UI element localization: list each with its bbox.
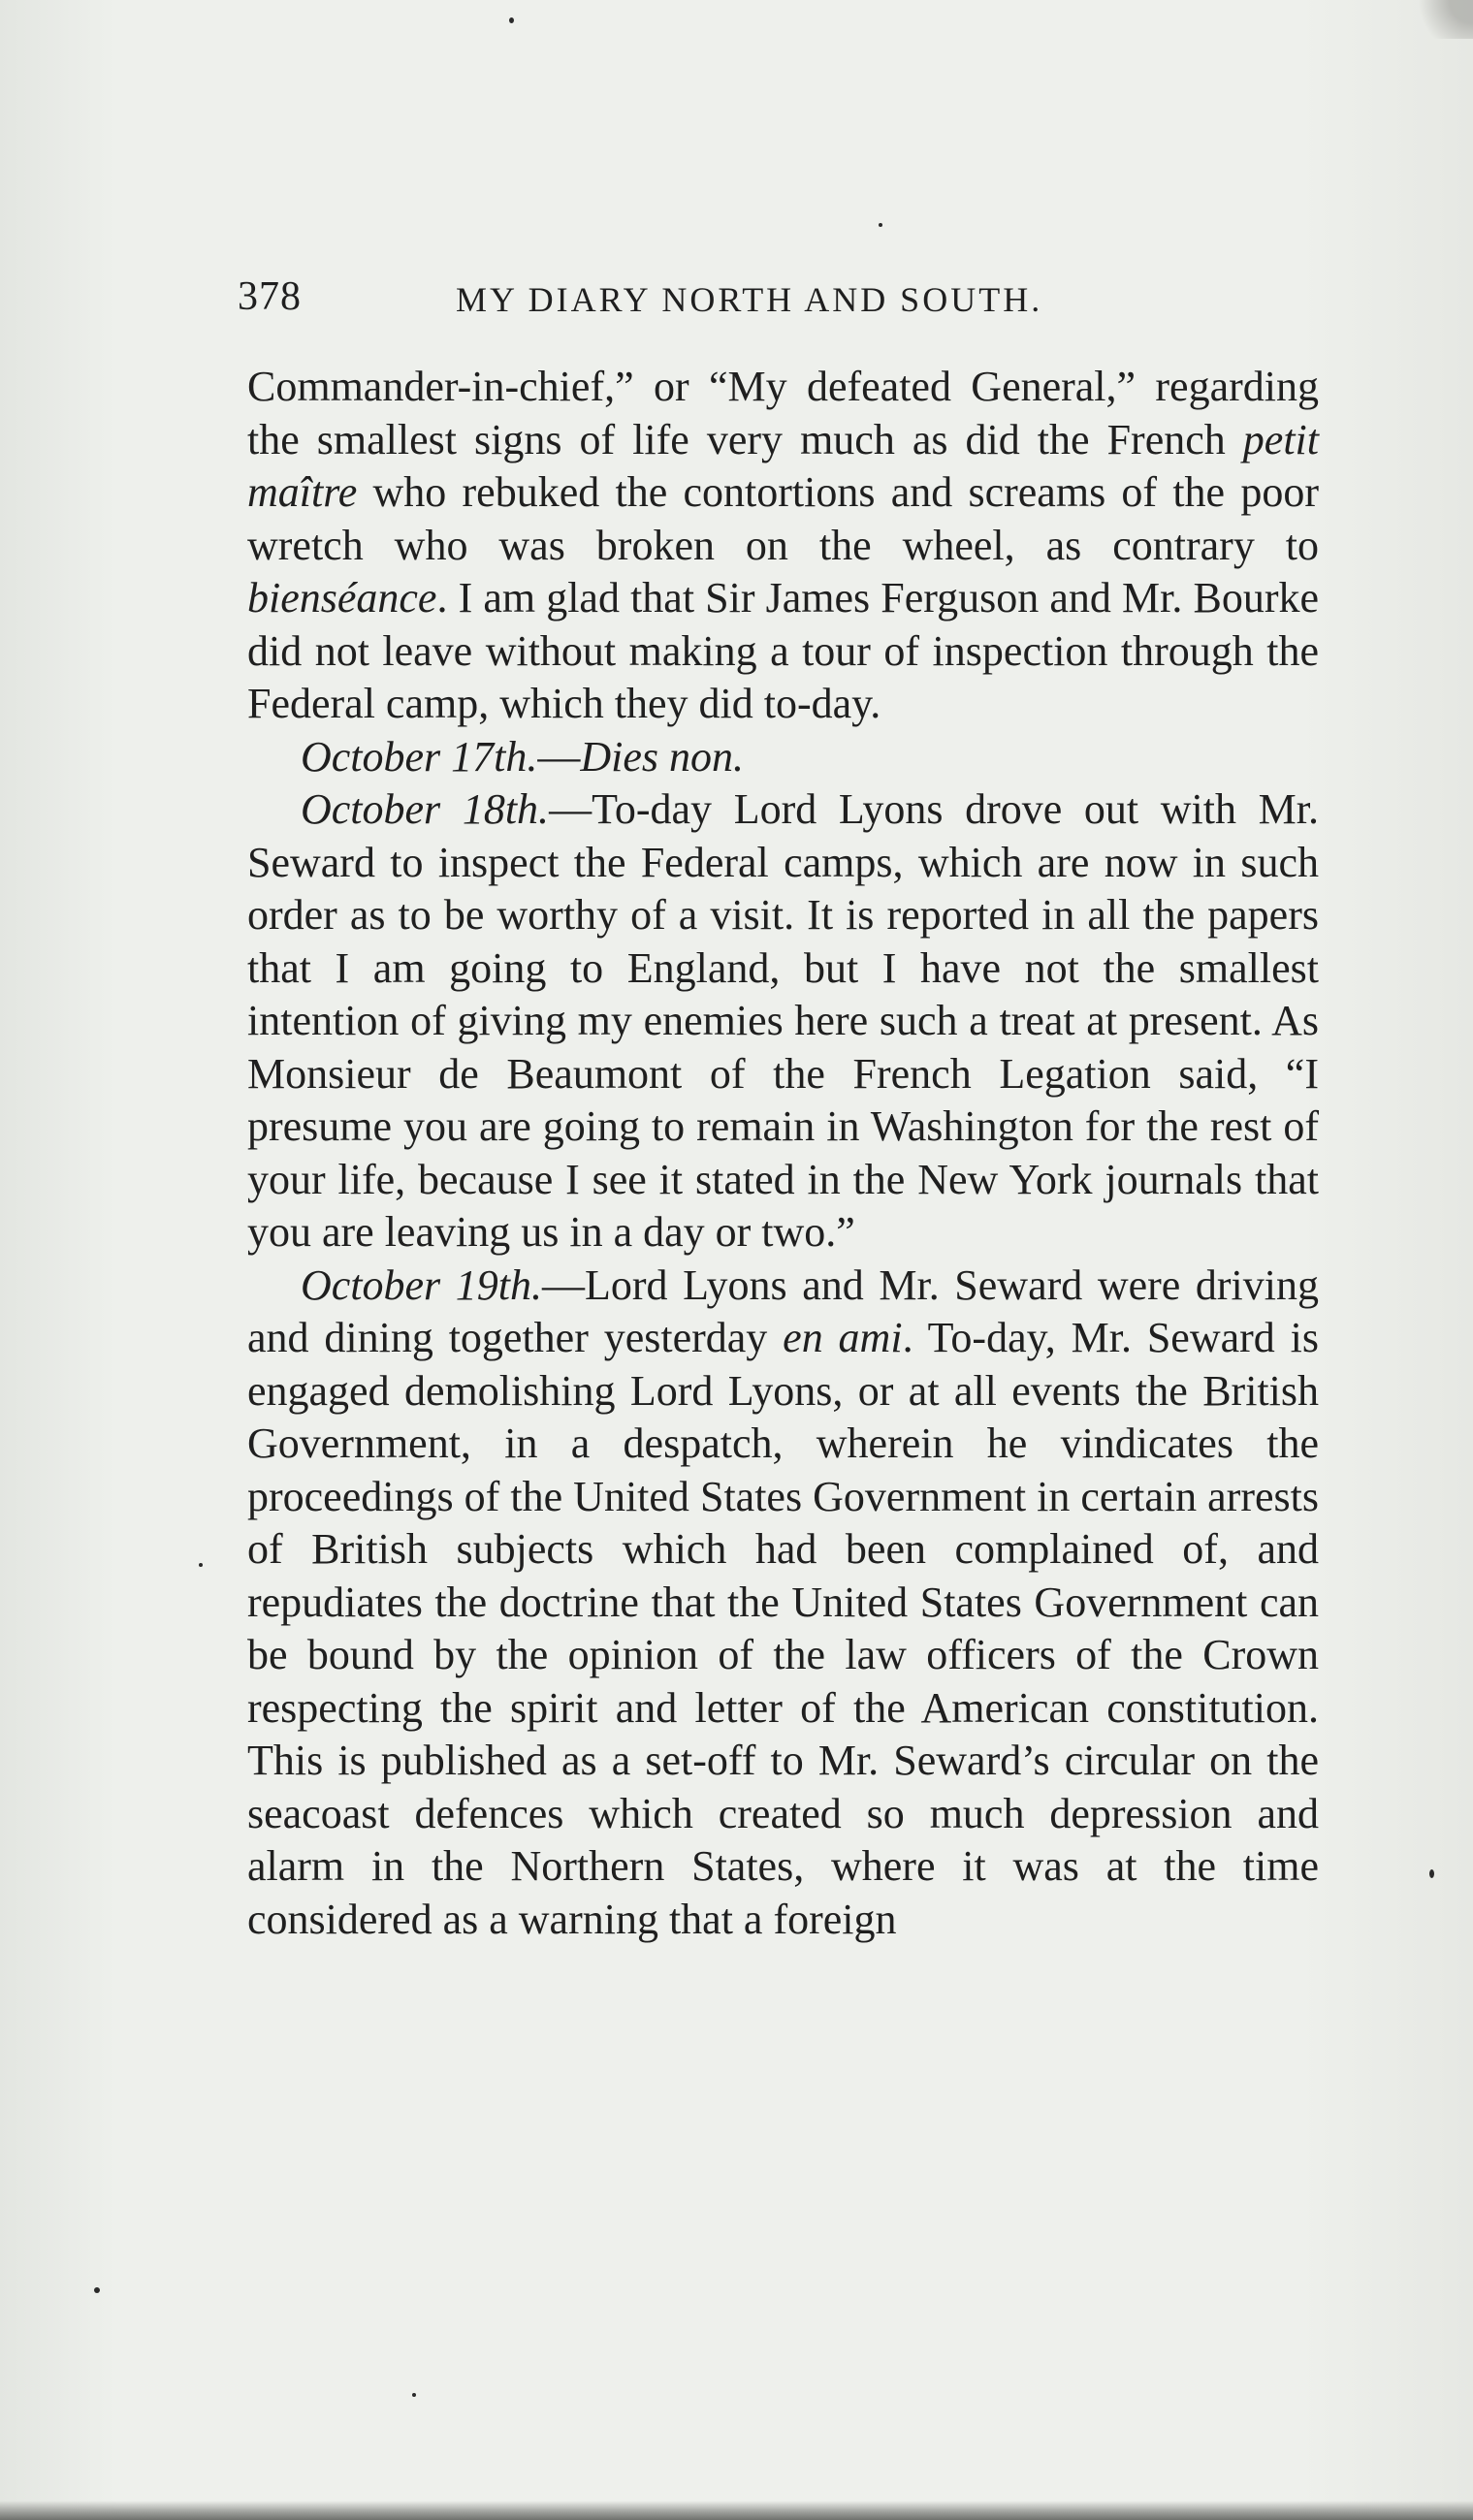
- paragraph-2-dash: —: [537, 732, 581, 781]
- ink-speck: [879, 223, 882, 227]
- page-number: 378: [238, 274, 302, 319]
- paragraph-4-date: October 19th.: [301, 1260, 542, 1309]
- body-text: [247, 361, 1319, 1946]
- paragraph-3-text: —To-day Lord Lyons drove out with Mr. Seward to inspect the Federal camps, which are now in such order as to be worthy of a visit. It is reported in all the papers that I am going to England, but I have not the smallest intention of giving my enemies here such a treat at present. As Monsieur de Beaumont of the French Legation said, “I presume you are going to remain in Washington for the rest of your life, because I see it stated in the New York journals that you are leaving us in a day or two.”: [247, 785, 1319, 1256]
- paragraph-3-date: October 18th.: [301, 785, 550, 833]
- paragraph-4-text-b: . To-day, Mr. Seward is engaged demolishing Lord Lyons, or at all events the British Government, in a despatch, wherein he vindicates the proceedings of the United States Government in certain arrests of British subjects which had been complained of, and repudiates the doctrine that the United States Government can be bound by the opinion of the law officers of the Crown respecting the spirit and letter of the American constitution. This is published as a set-off to Mr. Seward’s circular on the seacoast defences which created so much depression and alarm in the Northern States, where it was at the time considered as a warning that a foreign: [247, 1314, 1319, 1943]
- paragraph-1-italic-a: petit maître: [247, 415, 1319, 516]
- page-corner-wear: [1405, 0, 1473, 39]
- paragraph-1-text-b: who rebuked the contortions and screams of the poor wretch who was broken on the wheel, as contrary to: [247, 468, 1319, 569]
- ink-speck: [94, 2287, 100, 2293]
- paragraph-4-text-a: —Lord Lyons and Mr. Seward were driving and dining together yesterday: [247, 1260, 1320, 1361]
- running-head: [238, 273, 1324, 322]
- paragraph-1-text-a: Commander-in-chief,” or “My defeated General,” regarding the smallest signs of life very much as did the French: [247, 363, 1319, 463]
- paragraph-2-date: October 17th.: [301, 732, 538, 781]
- ink-speck: [1429, 1869, 1434, 1878]
- paragraph-1-text-c: . I am glad that Sir James Ferguson and Mr. Bourke did not leave without making a tour of inspection through the Federal camp, which they did to-day.: [247, 574, 1319, 727]
- ink-speck: [509, 17, 514, 23]
- running-title: MY DIARY NORTH AND SOUTH.: [456, 280, 1043, 319]
- paragraph-4-italic: en ami: [783, 1314, 903, 1361]
- ink-speck: [412, 2393, 416, 2397]
- paragraph-1-italic-b: bienséance: [247, 574, 437, 622]
- paragraph-2-italic: Dies non.: [580, 732, 745, 781]
- paragraph-2: [247, 731, 1319, 784]
- paragraph-3: [247, 783, 1319, 1260]
- paragraph-4: [247, 1260, 1319, 1947]
- page-bottom-edge: [0, 2501, 1473, 2520]
- ink-speck: [199, 1563, 203, 1567]
- paragraph-1: [247, 361, 1319, 731]
